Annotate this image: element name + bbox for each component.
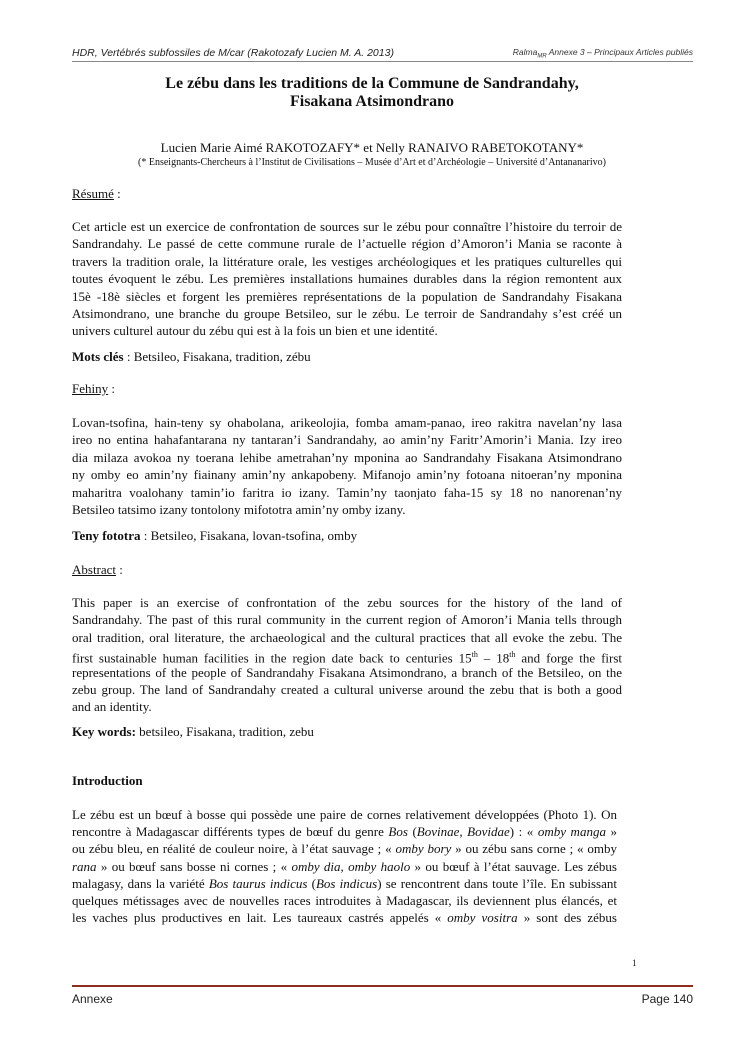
teny-fototra bbox=[72, 528, 357, 544]
introduction-line: les vaches plus productives en lait. Les taureaux castrés appelés « omby vositra » sont des zébus bbox=[72, 910, 617, 926]
resume-heading bbox=[72, 186, 121, 202]
authors: Lucien Marie Aimé RAKOTOZAFY* et Nelly RANAIVO RABETOKOTANY* bbox=[160, 140, 584, 155]
teny-fototra-value: : Betsileo, Fisakana, lovan-tsofina, omby bbox=[140, 528, 358, 543]
running-header-left: HDR, Vertébrés subfossiles de M/car (Rakotozafy Lucien M. A. 2013) bbox=[72, 47, 394, 59]
abstract-line: oral tradition, oral literature, the archaeological and the cultural practices that all evoke the zebu. The bbox=[72, 629, 622, 645]
abstract-line: This paper is an exercise of confrontation of the zebu sources for the history of the land of bbox=[72, 595, 622, 610]
abstract-line: Sandrandahy. The past of this rural community in the current region of Amoron’i Mania tells through bbox=[72, 612, 622, 628]
abstract-line: and an identity. bbox=[72, 699, 152, 715]
introduction-paragraph bbox=[72, 806, 617, 926]
introduction-line: malagasy, dans la variété Bos taurus indicus (Bos indicus) se rencontrent dans toute l’île. En subissant bbox=[72, 875, 617, 891]
title-line-2: Fisakana Atsimondrano bbox=[289, 93, 455, 110]
abstract-line: first sustainable human facilities in the region date back to centuries 15th – 18th and forge the first bbox=[72, 650, 622, 666]
resume-line: Sandrandahy. Le passé de cette commune rurale de l’actuelle région d’Amoron’i Mania se raconte à bbox=[72, 236, 622, 252]
resume-heading-label: Résumé bbox=[72, 186, 114, 201]
abstract-heading bbox=[72, 562, 123, 578]
introduction-line: ou zébu bleu, en réalité de couleur noire, à l’état sauvage ; « omby bory » ou zébu sans corne ; « omby bbox=[72, 841, 617, 857]
running-header-right: Ralma$_{MR}$ Annexe 3 – Principaux Articles publiés bbox=[512, 47, 693, 60]
mots-cles bbox=[72, 349, 311, 365]
resume-line: travers la tradition orale, la littérature orale, les vestiges archéologiques et les pratiques culturelles qui bbox=[72, 253, 622, 269]
resume-line: 15è -18è siècles et forgent les premières représentations de la population de Sandrandahy Fisakana bbox=[72, 288, 622, 304]
fehiny-line: ireo no entina hahafantarana ny tantaran’i Sandrandahy, ao amin’ny Faritr’Amorin’i Mania. Izy ireo bbox=[72, 432, 622, 448]
page-number: 1 bbox=[632, 958, 637, 968]
resume-heading-suffix: : bbox=[113, 186, 121, 201]
fehiny-line: dia milaza avokoa ny toerana lehibe ametrahan’ny mponina ao Sandrandahy Fisakana Atsimondrano bbox=[72, 449, 622, 465]
introduction-line: rencontre à Madagascar différents types de bœuf du genre Bos (Bovinae, Bovidae) : « omby manga » bbox=[72, 824, 617, 840]
introduction-heading: Introduction bbox=[72, 773, 143, 788]
fehiny-heading-suffix: : bbox=[108, 381, 115, 396]
key-words-label: Key words: bbox=[72, 724, 136, 739]
fehiny-line: ny omby eo amin’ny fiainany amin’ny ankapobeny. Mifanojo amin’ny fotoana nitoeran’ny mponina bbox=[72, 467, 622, 483]
footer-left: Annexe bbox=[72, 992, 113, 1006]
introduction-line: rana » ou bœuf sans bosse ni cornes ; « omby dia, omby haolo » ou bœuf à l’état sauvage. Les zébus bbox=[72, 858, 617, 874]
teny-fototra-label: Teny fototra bbox=[72, 528, 141, 543]
fehiny-heading bbox=[72, 381, 115, 397]
fehiny-paragraph bbox=[72, 414, 622, 518]
mots-cles-label: Mots clés bbox=[72, 349, 124, 364]
article-title bbox=[72, 75, 672, 111]
title-line-1: Le zébu dans les traditions de la Commune de Sandrandahy, bbox=[165, 75, 579, 92]
resume-line: toutes évoquent le zébu. Les premières installations humaines durables dans la région remontent aux bbox=[72, 271, 622, 287]
introduction-line: quelques métissages avec de nouvelles races introduites à Madagascar, ils deviennent plus élancés, et bbox=[72, 892, 617, 908]
introduction-line: Le zébu est un bœuf à bosse qui possède une paire de cornes relativement développées (Photo 1). On bbox=[72, 807, 617, 822]
resume-paragraph bbox=[72, 218, 622, 340]
affiliation: (* Enseignants-Chercheurs à l’Institut de Civilisations – Musée d’Art et d’Archéologie – Université d’Antananarivo) bbox=[138, 157, 606, 168]
header-divider bbox=[72, 61, 693, 62]
resume-line: Cet article est un exercice de confrontation de sources sur le zébu pour connaître l’histoire du terroir de bbox=[72, 219, 622, 234]
resume-line: Atsimondrano, une branche du groupe Betsileo, sur le zébu. Le terroir de Sandrandahy s’est créé un bbox=[72, 305, 622, 321]
resume-line: univers culturel autour du zébu qui est à la fois un bien et une identité. bbox=[72, 323, 438, 339]
key-words bbox=[72, 724, 314, 740]
abstract-heading-suffix: : bbox=[116, 562, 123, 577]
key-words-value: betsileo, Fisakana, tradition, zebu bbox=[135, 724, 314, 739]
footer-divider bbox=[72, 985, 693, 987]
abstract-paragraph bbox=[72, 594, 622, 716]
fehiny-line: Lovan-tsofina, hain-teny sy ohabolana, arikeolojia, fomba amam-panao, ireo rakitra navelan’ny lasa bbox=[72, 415, 622, 430]
abstract-line: representations of the people of Sandrandahy Fisakana Atsimondrano, a branch of the Betsileo, on the bbox=[72, 664, 622, 680]
abstract-line: zebu group. The land of Sandrandahy created a cultural universe around the zebu that is both a good bbox=[72, 681, 622, 697]
fehiny-line: maharitra voalohany tamin’io faritra io izany. Tamin’ny taonjato faha-15 sy 18 no nanorenan’ny bbox=[72, 484, 622, 500]
mots-cles-value: : Betsileo, Fisakana, tradition, zébu bbox=[123, 349, 311, 364]
fehiny-line: Betsileo tatsimo izany tontolony mifototra amin’ny omby izany. bbox=[72, 501, 406, 517]
abstract-heading-label: Abstract bbox=[72, 562, 117, 577]
fehiny-heading-label: Fehiny bbox=[72, 381, 109, 396]
footer-page-label: Page 140 bbox=[641, 992, 693, 1006]
